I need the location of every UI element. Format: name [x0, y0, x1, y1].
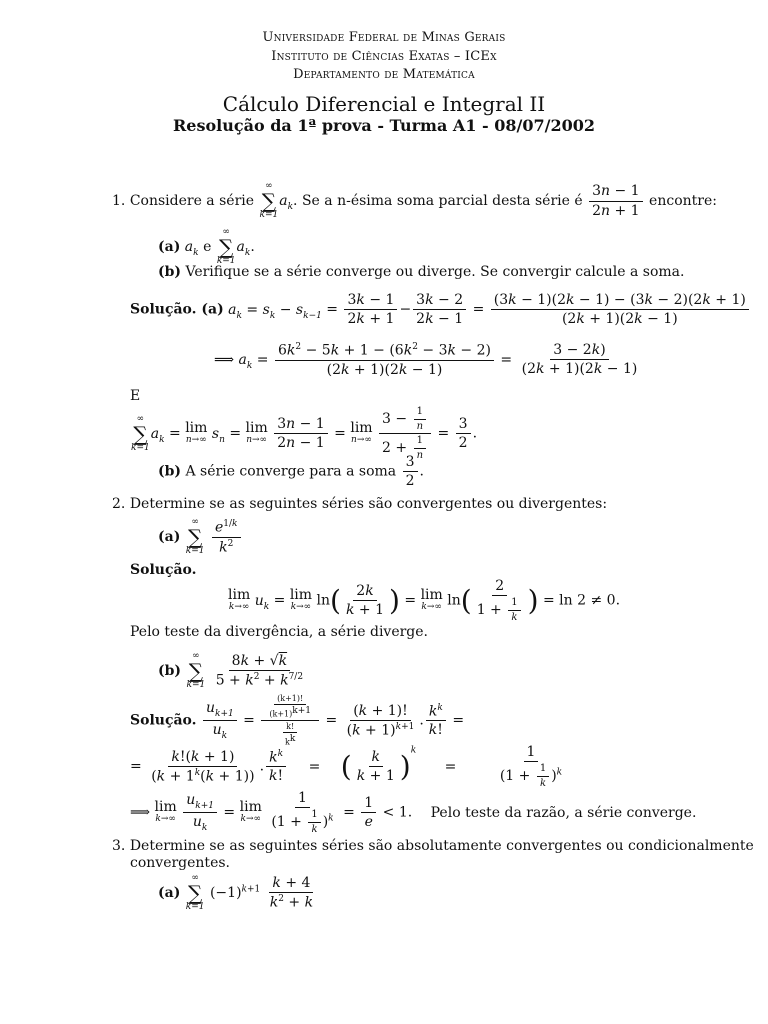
q1-part-b-text: Verifique se a série converge ou diverge. Se convergir calcule a soma.	[185, 264, 685, 280]
q2-ratio-conclusion: ⟹ lim k→∞ $\frac{u_{k+1}}{u_k}$ = lim k→∞ 1 (1 + $\frac{1}{k}$ )$^k$ = $\frac{1}{e}$ < 1. Pelo teste da razão, a série converge.	[130, 790, 697, 835]
q1-number: 1.	[112, 193, 126, 209]
q1-solution-a-step2: ⟹ $a_k$ = $\frac{6k^2 - 5k + 1 - (6k^2 - 3k - 2)}{(2k + 1)(2k - 1)}$ = $\frac{3 - 2k)}{(2k + 1)(2k - 1)}$	[214, 342, 638, 378]
q1-text-c: encontre:	[649, 193, 717, 209]
q2-solution-a-eq: lim k→∞ $u_k$ = lim k→∞ ln( $\frac{2k}{k + 1}$ ) = lim k→∞ ln( 2 1 + $\frac{1}{k}$ ) = ln 2 ≠ 0.	[228, 578, 621, 623]
q1-statement: 1. Considere a série ∞ ∑ k=1 $a_k$. Se a n-ésima soma parcial desta série é $\frac{3n - 1}{2n + 1}$ encontre:	[112, 181, 717, 220]
university-name: Universidade Federal de Minas Gerais	[262, 30, 506, 45]
q1-part-a: (a) $a_k$ e ∞ ∑ k=1 $a_k$.	[158, 227, 255, 266]
q1-sum-limit: ∞ ∑ k=1 $a_k$ = lim n→∞ $s_n$ = lim n→∞ $\frac{3n - 1}{2n - 1}$ = lim n→∞ 3 − $\frac{1}{n}$ 2 + $\frac{1}{n}$ = $\frac{3}{2}$ .	[131, 406, 478, 461]
q2-ratio-conclusion-text: Pelo teste da razão, a série converge.	[430, 804, 697, 821]
q2-part-b: (b) ∞ ∑ k=1 $\frac{8k + √k}{5 + k^2 + k^{7/2}}$	[158, 651, 304, 690]
q1-solution-label: Solução. (a)	[130, 301, 224, 318]
q1-sol-b-label: (b)	[158, 463, 182, 480]
q2-sol-a-eq-tail: = ln 2 ≠ 0.	[543, 592, 621, 609]
q2-part-a: (a) ∞ ∑ k=1 $\frac{e^{1/k}}{k^2}$	[158, 518, 243, 556]
q2-statement	[112, 496, 607, 512]
q1-part-b-label: (b)	[158, 264, 182, 280]
q1-part-a-label: (a)	[158, 239, 181, 255]
q3-statement-line2: convergentes.	[130, 855, 230, 871]
q1-solution-b: (b) A série converge para a soma $\frac{3}{2}$ .	[158, 454, 424, 490]
q1-sol-b-text: A série converge para a soma	[185, 463, 397, 480]
department-name: Departamento de Matemática	[293, 67, 475, 82]
q2-number: 2.	[112, 496, 126, 512]
q1-text-b: . Se a n-ésima soma parcial desta série é	[293, 193, 583, 209]
q2-part-a-label: (a)	[158, 529, 181, 545]
q2-solution-b: Solução. $\frac{u_{k+1}}{u_k}$ = $\frac{\frac{(k+1)!}{(k+1)^{k+1}}}{\frac{k!}{k^k}}$ = $\frac{(k + 1)!}{(k + 1)^{k+1}}$ . $\frac{k^k}{k!}$ =	[130, 694, 465, 747]
q3-part-a: (a) ∞ ∑ k=1 $(-1)^{k+1}$ $\frac{k + 4}{k^2 + k}$	[158, 873, 314, 912]
page-subtitle: Resolução da 1ª prova - Turma A1 - 08/07/2002	[172, 116, 595, 135]
q1-text-a: Considere a série	[129, 193, 255, 209]
institute-name: Instituto de Ciências Exatas – ICEx	[271, 49, 497, 64]
q2-ratio-step2: = $\frac{k!(k + 1)}{(k + 1^k(k + 1))}$ . $\frac{k^k}{k!}$ = ( $\frac{k}{k + 1}$ )$^k$ = 1 (1 + $\frac{1}{k}$ )$^k$	[130, 744, 563, 789]
q1-part-b	[158, 264, 684, 280]
q2-solution-a-label: Solução.	[130, 562, 197, 578]
q1-part-a-sum: ∞ ∑ k=1	[216, 227, 236, 266]
q2-text: Determine se as seguintes séries são convergentes ou divergentes:	[129, 496, 608, 512]
q1-partial-sum: $\frac{3n - 1}{2n + 1}$	[589, 183, 643, 218]
q2-part-b-label: (b)	[158, 663, 182, 679]
q2-sol-a-conclusion: Pelo teste da divergência, a série diverge.	[130, 624, 428, 640]
q2-solution-b-label: Solução.	[130, 712, 197, 729]
q3-number: 3.	[112, 838, 126, 854]
q3-statement-line1	[112, 838, 754, 854]
q3-part-a-label: (a)	[158, 885, 181, 901]
q3-text-line1: Determine se as seguintes séries são absolutamente convergentes ou condicionalmente	[129, 838, 754, 854]
q1-sum-symbol: ∞ ∑ k=1	[259, 181, 279, 220]
q1-part-a-text: e	[203, 239, 212, 255]
q1-solution-a: Solução. (a) $a_k = s_k - s_{k-1}$ = $\frac{3k - 1}{2k + 1}$ − $\frac{3k - 2}{2k - 1}$ = $\frac{(3k - 1)(2k - 1) - (3k - 2)(2k + 1)}{(2k + 1)(2k - 1)}$	[130, 292, 751, 327]
q1-and-label: E	[130, 388, 141, 404]
page-title: Cálculo Diferencial e Integral II	[222, 92, 546, 116]
